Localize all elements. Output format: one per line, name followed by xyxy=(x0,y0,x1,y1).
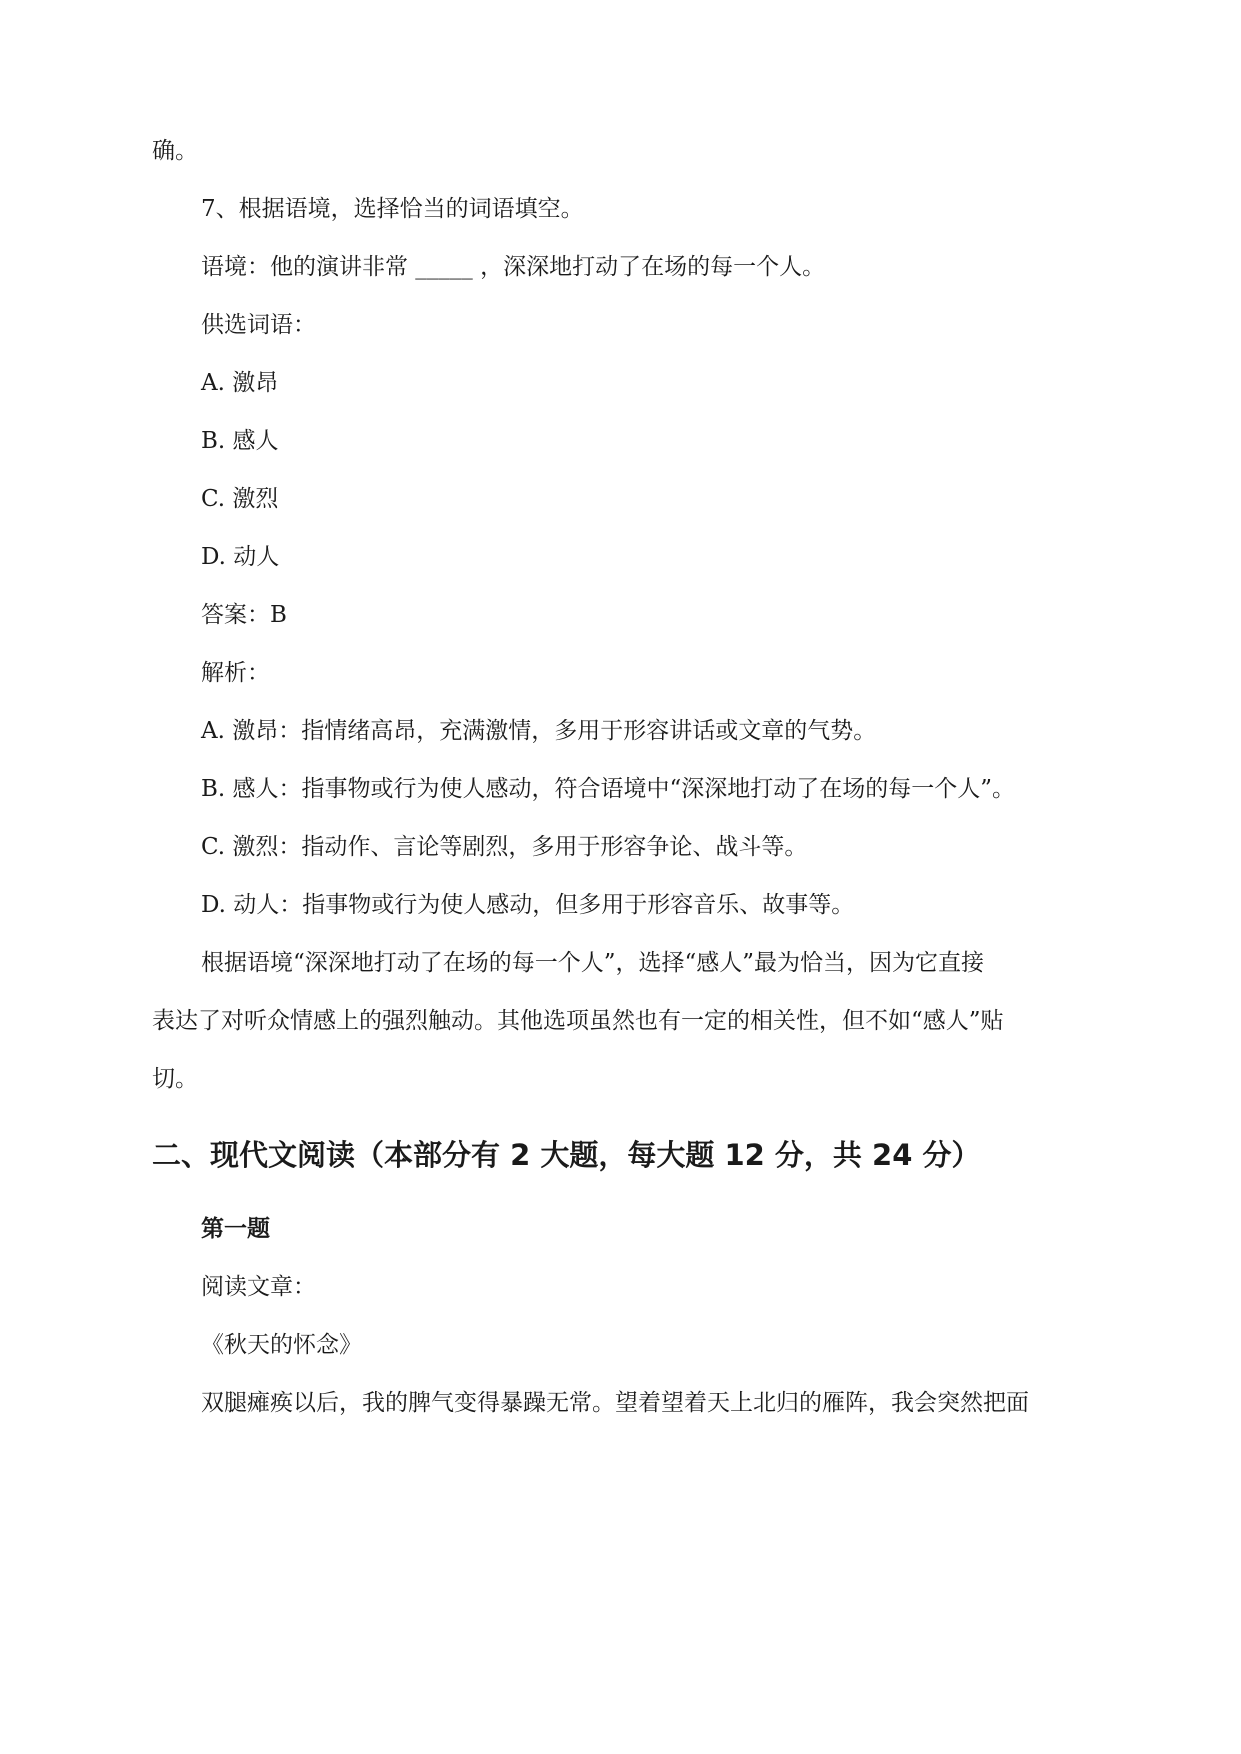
analysis-a: A. 激昂：指情绪高昂，充满激情，多用于形容讲话或文章的气势。 xyxy=(201,718,877,744)
analysis-label: 解析： xyxy=(201,660,270,686)
paragraph-fragment-end: 确。 xyxy=(152,138,198,164)
read-article-label: 阅读文章： xyxy=(201,1274,316,1300)
conclusion-line-2: 表达了对听众情感上的强烈触动。其他选项虽然也有一定的相关性，但不如“感人”贴 xyxy=(152,1008,1004,1034)
conclusion-line-3: 切。 xyxy=(152,1066,198,1092)
option-b: B. 感人 xyxy=(201,428,279,454)
conclusion-line-1: 根据语境“深深地打动了在场的每一个人”，选择“感人”最为恰当，因为它直接 xyxy=(201,950,985,976)
option-a: A. 激昂 xyxy=(201,370,279,396)
option-d: D. 动人 xyxy=(201,544,280,570)
section-2-heading: 二、现代文阅读（本部分有 2 大题，每大题 12 分，共 24 分） xyxy=(152,1138,981,1172)
option-c: C. 激烈 xyxy=(201,486,279,512)
answer-line: 答案：B xyxy=(201,602,287,628)
question-7-context: 语境：他的演讲非常 _____ ，深深地打动了在场的每一个人。 xyxy=(201,254,826,280)
analysis-b: B. 感人：指事物或行为使人感动，符合语境中“深深地打动了在场的每一个人”。 xyxy=(201,776,1016,802)
question-7-stem: 7、根据语境，选择恰当的词语填空。 xyxy=(201,196,584,222)
analysis-d: D. 动人：指事物或行为使人感动，但多用于形容音乐、故事等。 xyxy=(201,892,855,918)
article-first-line: 双腿瘫痪以后，我的脾气变得暴躁无常。望着望着天上北归的雁阵，我会突然把面 xyxy=(201,1390,1029,1416)
article-title: 《秋天的怀念》 xyxy=(201,1332,362,1358)
analysis-c: C. 激烈：指动作、言论等剧烈，多用于形容争论、战斗等。 xyxy=(201,834,808,860)
question-1-title: 第一题 xyxy=(201,1216,270,1242)
options-label: 供选词语： xyxy=(201,312,316,338)
